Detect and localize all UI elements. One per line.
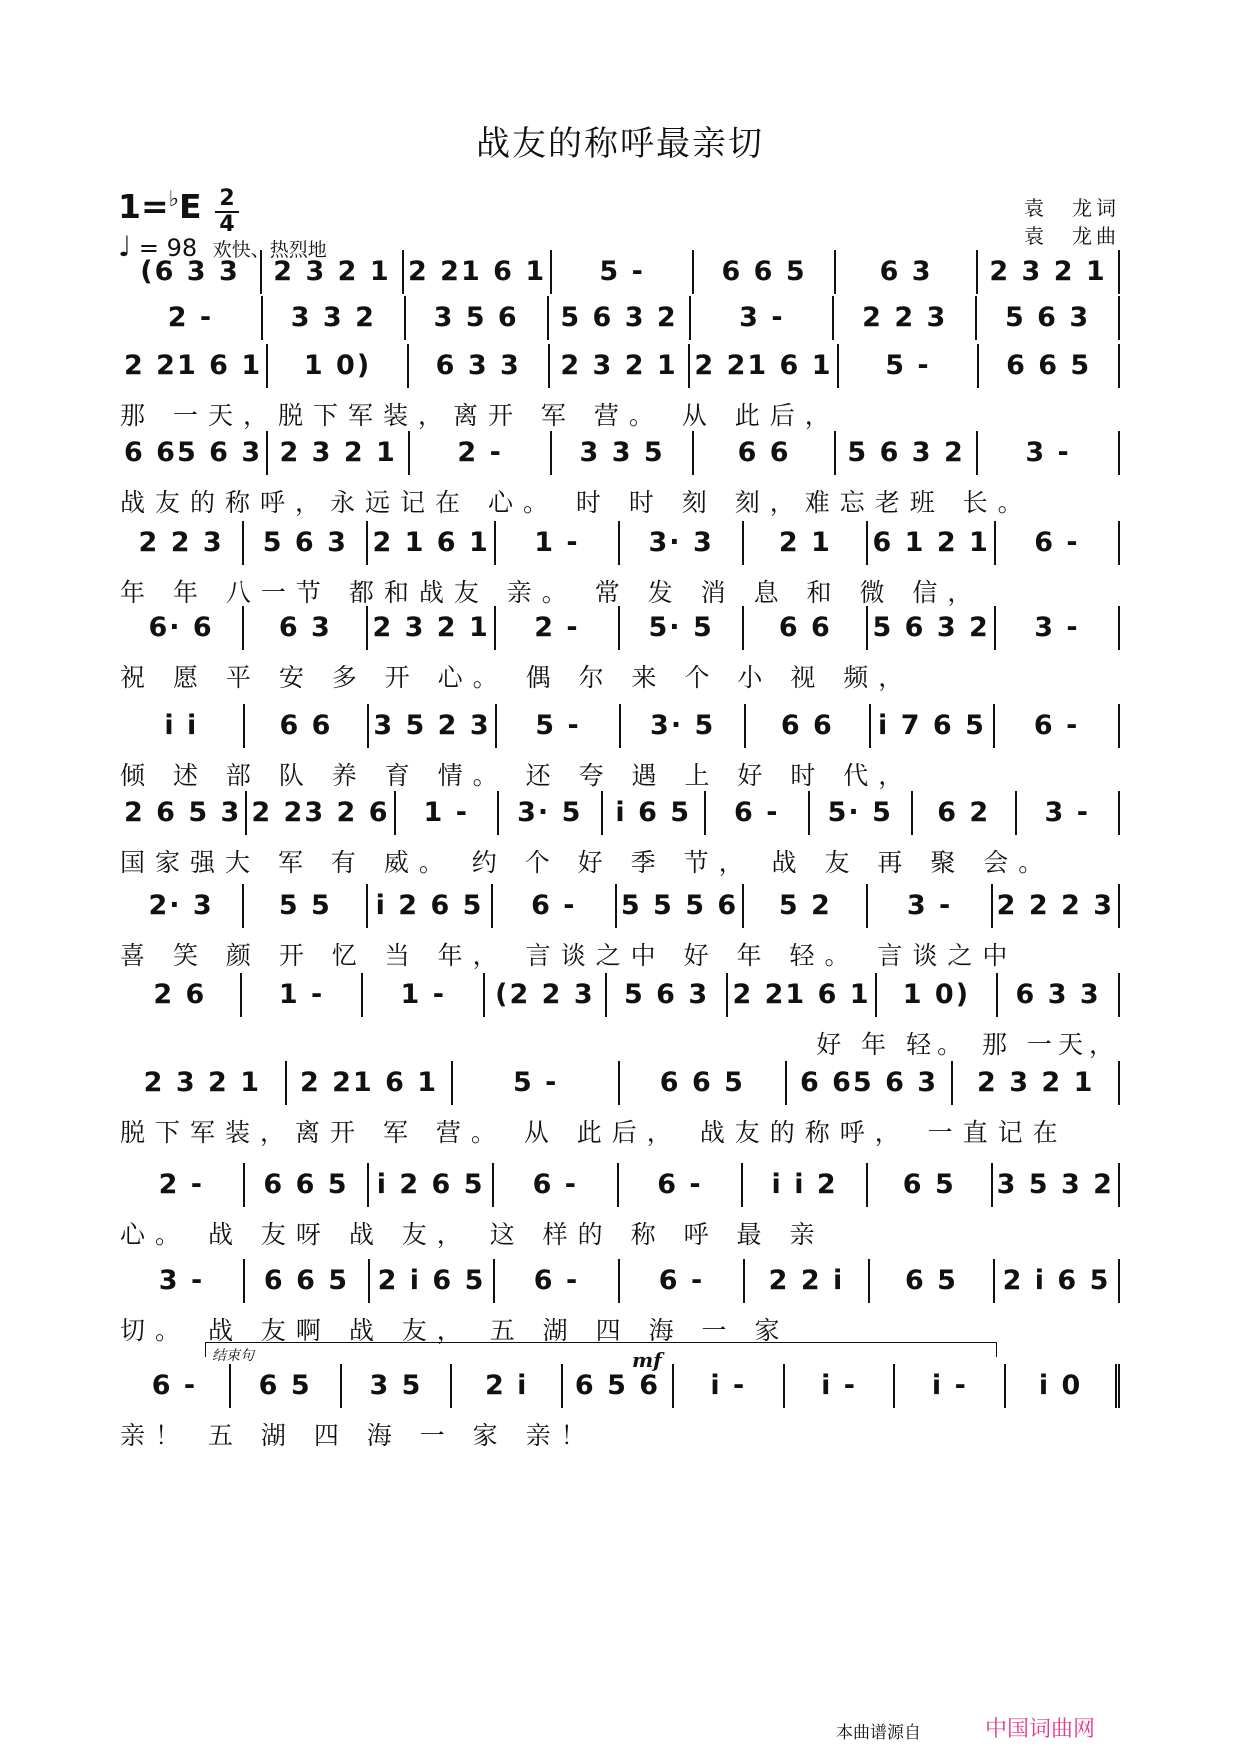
measure: 6 5 (868, 1163, 993, 1207)
source-note: 本曲谱源自 (836, 1723, 921, 1743)
measure: i 0 (1006, 1364, 1120, 1408)
measure: 3 3 5 (552, 431, 694, 475)
measure: 3 - (1017, 791, 1121, 835)
measure: 3 5 3 2 (993, 1163, 1120, 1207)
measure: 6 1 2 1 (868, 521, 995, 565)
score-system (120, 698, 1120, 798)
measure: 6 - (996, 521, 1120, 565)
measure: 1 - (363, 973, 485, 1017)
measure: 3· 5 (499, 791, 603, 835)
measure: 2 3 2 1 (550, 344, 691, 388)
score-system (120, 1055, 1120, 1155)
measure: 1 0) (268, 344, 409, 388)
ending-label: 结束句 (212, 1348, 254, 1364)
measure: 5 5 (244, 884, 368, 928)
song-title: 战友的称呼最亲切 (476, 124, 764, 164)
key-prefix: 1= (118, 187, 169, 226)
expression-text: 欢快、热烈地 (212, 239, 327, 261)
measure: 3 - (120, 1259, 245, 1303)
score-system (120, 1253, 1120, 1353)
tempo-value: = 98 (138, 234, 198, 262)
dynamic-marking: mf (632, 1348, 662, 1372)
measure: 2 - (120, 296, 263, 340)
measure: 6 - (493, 884, 617, 928)
measure: 6 6 5 (620, 1061, 787, 1105)
notation-line (120, 698, 1120, 754)
measure: 6 - (995, 704, 1120, 748)
measure: i 7 6 5 (871, 704, 996, 748)
notation-line (120, 1358, 1120, 1414)
measure: 6 65 6 3 (120, 431, 268, 475)
measure: 2 21 6 1 (120, 344, 268, 388)
key-signature (118, 187, 202, 226)
measure: 5 - (453, 1061, 620, 1105)
notation-line (120, 878, 1120, 934)
measure: i i 2 (743, 1163, 868, 1207)
measure: 3 3 2 (263, 296, 406, 340)
measure: 2 2 i (745, 1259, 870, 1303)
lyrics-line: 倾 述 部 队 养 育 情。 还 夸 遇 上 好 时 代， (120, 761, 914, 790)
measure: 2 i (452, 1364, 563, 1408)
measure: 3 - (978, 431, 1120, 475)
score-system (120, 338, 1120, 438)
measure: 6 5 6 (563, 1364, 674, 1408)
measure: 5 6 3 (607, 973, 729, 1017)
measure: 5· 5 (620, 606, 744, 650)
measure: i - (674, 1364, 785, 1408)
measure: 6 6 (694, 431, 836, 475)
measure: 3 - (996, 606, 1120, 650)
measure: 5 - (552, 250, 694, 294)
measure: 6 - (619, 1163, 744, 1207)
measure: 6 - (495, 1259, 620, 1303)
measure: 5 6 3 2 (549, 296, 692, 340)
ending-bracket (205, 1342, 997, 1357)
measure: 2 2 3 (120, 521, 244, 565)
measure: 3 - (868, 884, 992, 928)
measure: 6 3 3 (409, 344, 550, 388)
measure: 6 6 5 (979, 344, 1120, 388)
measure: 6 3 (244, 606, 368, 650)
lyrics-line: 切。 战 友啊 战 友， 五 湖 四 海 一 家 (120, 1316, 790, 1345)
measure: 6 - (620, 1259, 745, 1303)
measure: 6 6 5 (694, 250, 836, 294)
measure: 2 23 2 6 (247, 791, 395, 835)
measure: 2 2 2 3 (993, 884, 1120, 928)
measure: 2 - (410, 431, 552, 475)
measure: 1 - (242, 973, 364, 1017)
measure: 5 6 3 2 (868, 606, 995, 650)
measure: (2 2 3 (485, 973, 607, 1017)
measure: 2 3 2 1 (953, 1061, 1120, 1105)
measure: 2 1 (744, 521, 868, 565)
measure: 2 2 3 (834, 296, 977, 340)
measure: 3· 3 (620, 521, 744, 565)
measure: 2 3 2 1 (268, 431, 410, 475)
measure: 3 5 (342, 1364, 453, 1408)
measure: 5 6 3 (977, 296, 1120, 340)
measure: 6 6 5 (245, 1163, 370, 1207)
measure: 6 6 (746, 704, 871, 748)
lyrics-line: 国家强大 军 有 威。 约 个 好 季 节， 战 友 再 聚 会。 (120, 848, 1054, 877)
score-system (120, 878, 1120, 978)
measure: 6 65 6 3 (787, 1061, 954, 1105)
measure: 6 3 (836, 250, 978, 294)
measure: 6 3 3 (998, 973, 1120, 1017)
measure: i - (785, 1364, 896, 1408)
measure: 1 - (396, 791, 500, 835)
lyrics-line: 年 年 八一节 都和战友 亲。 常 发 消 息 和 微 信， (120, 578, 983, 607)
measure: 5 6 3 (244, 521, 368, 565)
measure: 6 6 5 (245, 1259, 370, 1303)
measure: 6 6 (744, 606, 868, 650)
site-brand[interactable]: 中国词曲网 (985, 1717, 1096, 1742)
measure: i i (120, 704, 245, 748)
measure: i 2 6 5 (368, 884, 492, 928)
measure: (6 3 3 (120, 250, 262, 294)
measure: 2 3 2 1 (262, 250, 404, 294)
measure: 5 5 5 6 (617, 884, 744, 928)
measure: 2 6 (120, 973, 242, 1017)
score-system (120, 1358, 1120, 1458)
measure: 6 - (706, 791, 810, 835)
measure: 5 2 (744, 884, 868, 928)
measure: 6 5 (870, 1259, 995, 1303)
lyrics-line: 脱下军装，离开 军 营。 从 此后， 战友的称呼， 一直记在 (120, 1118, 1068, 1147)
notation-line (120, 1253, 1120, 1309)
measure: 2 21 6 1 (690, 344, 838, 388)
notation-line (120, 425, 1120, 481)
measure: 5 - (839, 344, 980, 388)
measure: 6 - (120, 1364, 231, 1408)
measure: 5 6 3 2 (836, 431, 978, 475)
measure: 6 2 (913, 791, 1017, 835)
measure: 2 21 6 1 (404, 250, 552, 294)
measure: 2 3 2 1 (120, 1061, 287, 1105)
measure: 2 3 2 1 (978, 250, 1120, 294)
lyrics-line: 心。 战 友呀 战 友， 这 样的 称 呼 最 亲 (120, 1220, 825, 1249)
lyrics-line: 祝 愿 平 安 多 开 心。 偶 尔 来 个 小 视 频， (120, 663, 914, 692)
measure: i 6 5 (603, 791, 707, 835)
flat-sign: ♭ (168, 187, 180, 212)
measure: 2· 3 (120, 884, 244, 928)
measure: 2 i 6 5 (995, 1259, 1120, 1303)
score-system (120, 425, 1120, 525)
key-letter: E (179, 187, 202, 226)
measure: 1 0) (877, 973, 999, 1017)
time-signature (215, 188, 239, 236)
notation-line (120, 1157, 1120, 1213)
score-system (120, 1157, 1120, 1257)
composer: 袁 龙曲 (1024, 224, 1120, 248)
notation-line (120, 785, 1120, 841)
measure: 2 6 5 3 (120, 791, 247, 835)
notation-line (120, 515, 1120, 571)
measure: 3· 5 (621, 704, 746, 748)
notation-line (120, 600, 1120, 656)
measure: 5· 5 (810, 791, 914, 835)
measure: 2 3 2 1 (368, 606, 495, 650)
measure: 2 1 6 1 (368, 521, 495, 565)
lyrics-line: 那 一天，脱下军装，离开 军 营。 从 此后， (120, 401, 840, 430)
measure: 2 i 6 5 (370, 1259, 495, 1303)
score-system (120, 785, 1120, 885)
credits (1024, 194, 1120, 250)
measure: i 2 6 5 (369, 1163, 494, 1207)
measure: 6 5 (231, 1364, 342, 1408)
measure: 6 6 (245, 704, 370, 748)
notation-line (120, 967, 1120, 1023)
measure: 2 21 6 1 (728, 973, 876, 1017)
measure: 5 - (497, 704, 622, 748)
lyrics-line: 好 年 轻。 那 一天， (816, 1030, 1120, 1059)
measure: 6 - (494, 1163, 619, 1207)
meter-top: 2 (219, 186, 235, 211)
notation-line (120, 1055, 1120, 1111)
notation-line (120, 338, 1120, 394)
measure: 3 - (691, 296, 834, 340)
lyrics-line: 战友的称呼，永远记在 心。 时 时 刻 刻，难忘老班 长。 (120, 488, 1033, 517)
measure: 2 - (496, 606, 620, 650)
quarter-note-icon: ♩ (118, 230, 132, 263)
meter-bottom: 4 (219, 212, 235, 237)
measure: 1 - (496, 521, 620, 565)
measure: 6· 6 (120, 606, 244, 650)
score-system (120, 967, 1120, 1067)
lyricist: 袁 龙词 (1024, 196, 1120, 220)
measure: i - (895, 1364, 1006, 1408)
measure: 3 5 2 3 (369, 704, 496, 748)
lyrics-line: 喜 笑 颜 开 忆 当 年， 言谈之中 好 年 轻。 言谈之中 (120, 941, 1018, 970)
measure: 3 5 6 (406, 296, 549, 340)
measure: 2 - (120, 1163, 245, 1207)
lyrics-line: 亲！ 五 湖 四 海 一 家 亲！ (120, 1421, 596, 1450)
measure: 2 21 6 1 (287, 1061, 454, 1105)
score-system (120, 600, 1120, 700)
